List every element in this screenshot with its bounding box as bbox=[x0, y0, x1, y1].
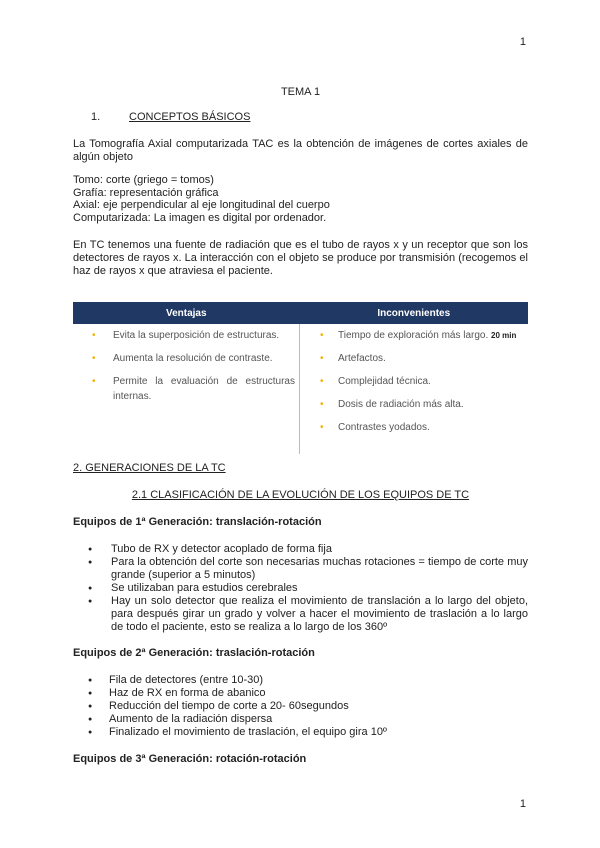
inconveniente-item: • Contrastes yodados. bbox=[300, 420, 528, 435]
gen2-list bbox=[73, 674, 528, 739]
gen2-item: ● Reducción del tiempo de corte a 20- 60segundos bbox=[73, 700, 528, 713]
intro-paragraph: La Tomografía Axial computarizada TAC es la obtención de imágenes de cortes axiales de algún objeto bbox=[73, 138, 528, 163]
subsection-2-1-heading: 2.1 CLASIFICACIÓN DE LA EVOLUCIÓN DE LOS EQUIPOS DE TC bbox=[131, 489, 470, 501]
gen2-item: ● Haz de RX en forma de abanico bbox=[73, 687, 528, 700]
comparison-table bbox=[73, 302, 528, 454]
inconveniente-item: • Dosis de radiación más alta. bbox=[300, 397, 528, 412]
section1-title: CONCEPTOS BÁSICOS bbox=[129, 111, 251, 123]
gen1-title: Equipos de 1ª Generación: translación-rotación bbox=[73, 516, 322, 528]
gen2-item: ● Finalizado el movimiento de traslación, el equipo gira 10º bbox=[73, 726, 528, 739]
definition-computarizada: Computarizada: La imagen es digital por ordenador. bbox=[73, 211, 327, 224]
comparison-table-wrapper bbox=[73, 302, 528, 454]
inconveniente-item bbox=[300, 328, 528, 343]
gen2-item: ● Fila de detectores (entre 10-30) bbox=[73, 674, 528, 687]
gen3-title: Equipos de 3ª Generación: rotación-rotación bbox=[73, 753, 307, 765]
header-inconvenientes: Inconvenientes bbox=[300, 302, 529, 324]
definition-tomo: Tomo: corte (griego = tomos) bbox=[73, 174, 214, 186]
inconvenientes-cell bbox=[300, 324, 529, 454]
ventaja-item: • Evita la superposición de estructuras. bbox=[73, 328, 299, 343]
definition-grafia: Grafía: representación gráfica bbox=[73, 186, 219, 199]
page-number-bottom: 1 bbox=[519, 798, 526, 810]
header-ventajas: Ventajas bbox=[73, 302, 300, 324]
tema-title: TEMA 1 bbox=[280, 86, 321, 98]
definitions-block bbox=[73, 174, 528, 224]
ventajas-cell bbox=[73, 324, 300, 454]
section1-number: 1. bbox=[91, 111, 101, 123]
gen1-item: ● Se utilizaban para estudios cerebrales bbox=[73, 582, 528, 595]
gen1-list bbox=[73, 543, 528, 634]
inconveniente-text: Tiempo de exploración más largo. bbox=[338, 330, 489, 341]
note-20min: 20 min bbox=[491, 331, 517, 340]
gen1-item: ● Tubo de RX y detector acoplado de forma fija bbox=[73, 543, 528, 556]
inconveniente-item: • Complejidad técnica. bbox=[300, 374, 528, 389]
page-number-top: 1 bbox=[519, 36, 526, 48]
tc-paragraph: En TC tenemos una fuente de radiación que es el tubo de rayos x y un receptor que son los detectores de rayos x. La interacción con el objeto se produce por transmisión (recogemos el haz de rayos x que atraviesa el paciente. bbox=[73, 239, 528, 277]
section2-heading: 2. GENERACIONES DE LA TC bbox=[73, 462, 226, 474]
ventaja-item: • Permite la evaluación de estructuras internas. bbox=[73, 374, 299, 404]
gen2-title: Equipos de 2ª Generación: traslación-rotación bbox=[73, 647, 315, 659]
inconveniente-item: • Artefactos. bbox=[300, 351, 528, 366]
gen1-item: ● Para la obtención del corte son necesarias muchas rotaciones = tiempo de corte muy grande (superior a 5 minutos) bbox=[73, 556, 528, 582]
definition-axial: Axial: eje perpendicular al eje longitudinal del cuerpo bbox=[73, 199, 330, 211]
section1-heading bbox=[73, 111, 528, 123]
gen1-item: ● Hay un solo detector que realiza el movimiento de translación a lo largo del objeto, para después girar un grado y volver a hacer el movimiento de traslación a lo largo de todo el paciente, esto se realiza a lo largo de los 360º bbox=[73, 595, 528, 634]
gen2-item: ● Aumento de la radiación dispersa bbox=[73, 713, 528, 726]
ventaja-item: • Aumenta la resolución de contraste. bbox=[73, 351, 299, 366]
